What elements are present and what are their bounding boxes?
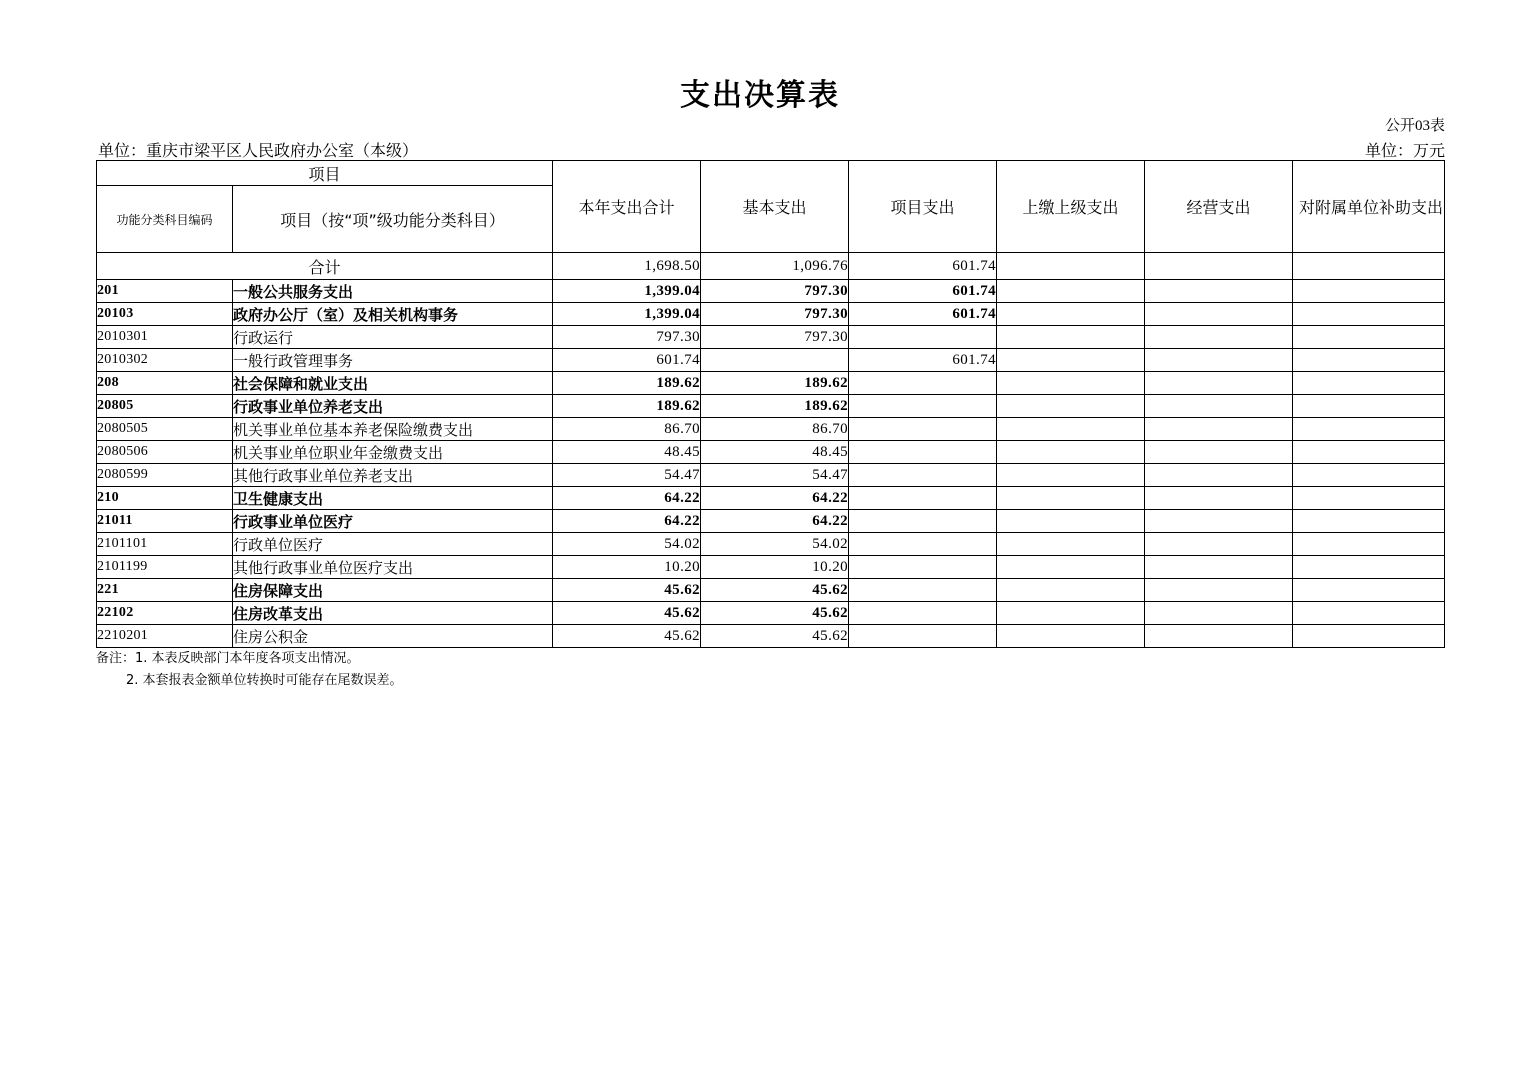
row-total: 45.62	[553, 625, 701, 648]
row-subsidy	[1293, 487, 1445, 510]
row-total: 601.74	[553, 349, 701, 372]
row-basic: 10.20	[701, 556, 849, 579]
row-upper	[997, 418, 1145, 441]
unit-name-label: 单位：重庆市梁平区人民政府办公室（本级）	[98, 143, 419, 160]
row-business	[1145, 349, 1293, 372]
row-name: 社会保障和就业支出	[233, 372, 553, 395]
row-project	[849, 533, 997, 556]
row-project	[849, 579, 997, 602]
row-business	[1145, 326, 1293, 349]
row-basic: 48.45	[701, 441, 849, 464]
total-upper	[997, 253, 1145, 280]
table-row	[97, 602, 1445, 625]
row-subsidy	[1293, 303, 1445, 326]
header-upper: 上缴上级支出	[997, 161, 1145, 253]
row-name: 政府办公厅（室）及相关机构事务	[233, 303, 553, 326]
table-row	[97, 372, 1445, 395]
total-subsidy	[1293, 253, 1445, 280]
row-business	[1145, 533, 1293, 556]
row-basic: 797.30	[701, 326, 849, 349]
row-code: 208	[97, 372, 233, 395]
row-business	[1145, 556, 1293, 579]
row-subsidy	[1293, 533, 1445, 556]
row-basic	[701, 349, 849, 372]
row-total: 54.02	[553, 533, 701, 556]
row-project	[849, 418, 997, 441]
header-basic: 基本支出	[701, 161, 849, 253]
row-total: 1,399.04	[553, 280, 701, 303]
row-subsidy	[1293, 510, 1445, 533]
row-total: 797.30	[553, 326, 701, 349]
row-upper	[997, 625, 1145, 648]
total-project: 601.74	[849, 253, 997, 280]
row-subsidy	[1293, 418, 1445, 441]
table-row	[97, 395, 1445, 418]
table-row	[97, 487, 1445, 510]
row-name: 一般公共服务支出	[233, 280, 553, 303]
row-basic: 189.62	[701, 395, 849, 418]
row-total: 45.62	[553, 602, 701, 625]
row-code: 20805	[97, 395, 233, 418]
row-basic: 54.02	[701, 533, 849, 556]
expenditure-table	[96, 160, 1445, 648]
row-name: 行政事业单位医疗	[233, 510, 553, 533]
row-code: 210	[97, 487, 233, 510]
row-code: 221	[97, 579, 233, 602]
table-row	[97, 510, 1445, 533]
row-upper	[997, 349, 1145, 372]
sheet-number: 公开03表	[1384, 118, 1445, 134]
table-row	[97, 418, 1445, 441]
row-code: 21011	[97, 510, 233, 533]
row-business	[1145, 487, 1293, 510]
total-basic: 1,096.76	[701, 253, 849, 280]
row-total: 189.62	[553, 372, 701, 395]
row-code: 2210201	[97, 625, 233, 648]
row-name: 其他行政事业单位养老支出	[233, 464, 553, 487]
row-subsidy	[1293, 625, 1445, 648]
row-project	[849, 625, 997, 648]
row-total: 45.62	[553, 579, 701, 602]
row-basic: 64.22	[701, 487, 849, 510]
row-name: 住房保障支出	[233, 579, 553, 602]
row-upper	[997, 487, 1145, 510]
row-project	[849, 602, 997, 625]
table-row	[97, 464, 1445, 487]
notes-block	[96, 648, 403, 692]
total-label: 合计	[97, 253, 553, 280]
table-row	[97, 625, 1445, 648]
row-upper	[997, 395, 1145, 418]
row-business	[1145, 510, 1293, 533]
row-business	[1145, 418, 1293, 441]
row-subsidy	[1293, 441, 1445, 464]
row-upper	[997, 579, 1145, 602]
total-total: 1,698.50	[553, 253, 701, 280]
row-project	[849, 464, 997, 487]
row-subsidy	[1293, 326, 1445, 349]
table-header-row-1	[97, 161, 1445, 186]
row-total: 86.70	[553, 418, 701, 441]
row-code: 2010302	[97, 349, 233, 372]
total-business	[1145, 253, 1293, 280]
row-upper	[997, 464, 1145, 487]
row-business	[1145, 625, 1293, 648]
currency-unit-label: 单位：万元	[1364, 143, 1445, 160]
header-project: 项目支出	[849, 161, 997, 253]
row-project	[849, 326, 997, 349]
table-row	[97, 349, 1445, 372]
row-name: 行政事业单位养老支出	[233, 395, 553, 418]
header-item: 项目（按“项”级功能分类科目）	[233, 186, 553, 253]
row-basic: 189.62	[701, 372, 849, 395]
row-business	[1145, 579, 1293, 602]
row-business	[1145, 372, 1293, 395]
row-project	[849, 372, 997, 395]
row-name: 一般行政管理事务	[233, 349, 553, 372]
row-subsidy	[1293, 602, 1445, 625]
row-upper	[997, 372, 1145, 395]
row-subsidy	[1293, 579, 1445, 602]
row-basic: 86.70	[701, 418, 849, 441]
row-business	[1145, 280, 1293, 303]
table-row	[97, 280, 1445, 303]
row-code: 22102	[97, 602, 233, 625]
row-project	[849, 510, 997, 533]
row-upper	[997, 602, 1145, 625]
row-project: 601.74	[849, 349, 997, 372]
header-code: 功能分类科目编码	[97, 186, 233, 253]
row-project	[849, 441, 997, 464]
header-subsidy: 对附属单位补助支出	[1293, 161, 1445, 253]
row-code: 2010301	[97, 326, 233, 349]
row-code: 2101199	[97, 556, 233, 579]
row-subsidy	[1293, 464, 1445, 487]
row-total: 54.47	[553, 464, 701, 487]
row-basic: 54.47	[701, 464, 849, 487]
row-project: 601.74	[849, 280, 997, 303]
row-name: 住房改革支出	[233, 602, 553, 625]
table-body	[97, 253, 1445, 648]
row-basic: 64.22	[701, 510, 849, 533]
row-basic: 797.30	[701, 280, 849, 303]
row-project	[849, 395, 997, 418]
row-basic: 45.62	[701, 625, 849, 648]
row-name: 住房公积金	[233, 625, 553, 648]
row-upper	[997, 533, 1145, 556]
row-business	[1145, 441, 1293, 464]
table-row	[97, 441, 1445, 464]
row-basic: 45.62	[701, 579, 849, 602]
table-row	[97, 533, 1445, 556]
row-upper	[997, 510, 1145, 533]
row-name: 行政运行	[233, 326, 553, 349]
row-business	[1145, 395, 1293, 418]
row-basic: 45.62	[701, 602, 849, 625]
row-subsidy	[1293, 556, 1445, 579]
row-project	[849, 556, 997, 579]
row-total: 10.20	[553, 556, 701, 579]
row-subsidy	[1293, 395, 1445, 418]
row-project: 601.74	[849, 303, 997, 326]
row-name: 机关事业单位职业年金缴费支出	[233, 441, 553, 464]
table-total-row	[97, 253, 1445, 280]
table-row	[97, 326, 1445, 349]
header-business: 经营支出	[1145, 161, 1293, 253]
row-total: 64.22	[553, 510, 701, 533]
row-project	[849, 487, 997, 510]
row-upper	[997, 303, 1145, 326]
row-subsidy	[1293, 280, 1445, 303]
table-row	[97, 303, 1445, 326]
page-title: 支出决算表	[680, 78, 840, 113]
row-name: 行政单位医疗	[233, 533, 553, 556]
row-name: 机关事业单位基本养老保险缴费支出	[233, 418, 553, 441]
row-subsidy	[1293, 372, 1445, 395]
row-name: 其他行政事业单位医疗支出	[233, 556, 553, 579]
row-subsidy	[1293, 349, 1445, 372]
row-code: 2080506	[97, 441, 233, 464]
row-code: 201	[97, 280, 233, 303]
row-total: 48.45	[553, 441, 701, 464]
row-total: 1,399.04	[553, 303, 701, 326]
header-total: 本年支出合计	[553, 161, 701, 253]
note-line-2: 2. 本套报表金额单位转换时可能存在尾数误差。	[126, 673, 403, 688]
row-code: 2101101	[97, 533, 233, 556]
row-business	[1145, 602, 1293, 625]
row-code: 20103	[97, 303, 233, 326]
table-row	[97, 579, 1445, 602]
row-upper	[997, 556, 1145, 579]
row-code: 2080599	[97, 464, 233, 487]
row-business	[1145, 464, 1293, 487]
table-row	[97, 556, 1445, 579]
row-total: 64.22	[553, 487, 701, 510]
note-line-1: 备注：1. 本表反映部门本年度各项支出情况。	[96, 651, 360, 666]
row-name: 卫生健康支出	[233, 487, 553, 510]
row-upper	[997, 326, 1145, 349]
row-upper	[997, 441, 1145, 464]
header-group-item: 项目	[97, 161, 553, 186]
row-upper	[997, 280, 1145, 303]
row-business	[1145, 303, 1293, 326]
row-code: 2080505	[97, 418, 233, 441]
row-total: 189.62	[553, 395, 701, 418]
row-basic: 797.30	[701, 303, 849, 326]
